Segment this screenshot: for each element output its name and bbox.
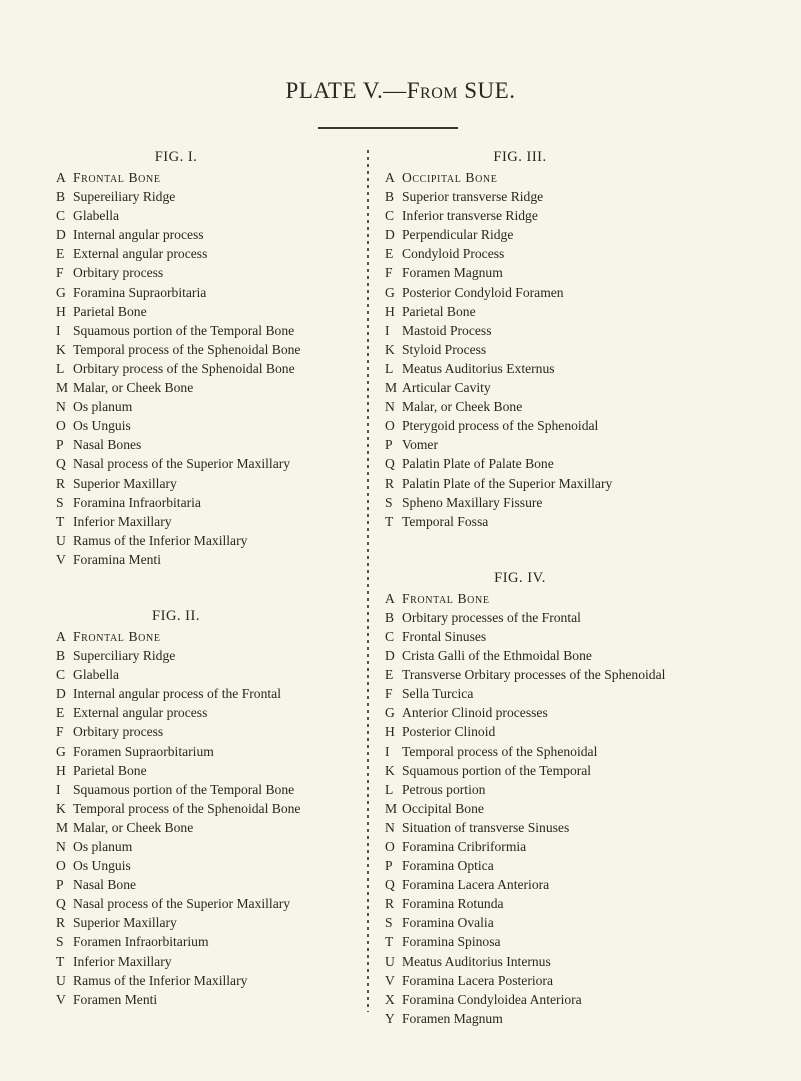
figure-heading: FIG. II. bbox=[152, 607, 200, 624]
legend-letter: R bbox=[385, 896, 395, 912]
legend-item bbox=[56, 818, 356, 837]
section-gap bbox=[56, 569, 356, 605]
legend-text: Temporal process of the Sphenoidal Bone bbox=[73, 800, 301, 816]
legend-text: Foramina Infraorbitaria bbox=[73, 494, 201, 510]
legend-text: Foramen Menti bbox=[73, 991, 158, 1007]
legend-text: Foramina Rotunda bbox=[402, 896, 504, 912]
fig-1-section bbox=[56, 146, 356, 569]
legend-item bbox=[56, 225, 356, 244]
legend-text: Inferior Maxillary bbox=[73, 953, 172, 969]
legend-letter: Q bbox=[385, 877, 395, 893]
legend-letter: N bbox=[56, 839, 66, 854]
legend-item bbox=[56, 684, 356, 703]
legend-text: Superior Maxillary bbox=[73, 475, 177, 491]
plate-title-dash: — bbox=[383, 78, 407, 103]
legend-text: Crista Galli of the Ethmoidal Bone bbox=[402, 648, 592, 664]
legend-text: Orbitary process bbox=[73, 265, 164, 281]
legend-letter: E bbox=[56, 705, 65, 721]
legend-letter: Q bbox=[56, 896, 66, 912]
legend-item bbox=[385, 780, 795, 799]
legend-item bbox=[385, 263, 795, 282]
legend-letter: B bbox=[56, 189, 66, 205]
legend-text: Malar, or Cheek Bone bbox=[73, 380, 194, 396]
legend-letter: L bbox=[56, 360, 65, 376]
legend-letter: U bbox=[56, 972, 66, 988]
legend-item bbox=[56, 321, 356, 340]
legend-item bbox=[385, 703, 795, 722]
legend-item bbox=[385, 397, 795, 416]
legend-letter: P bbox=[56, 437, 64, 453]
right-column bbox=[385, 146, 795, 1028]
legend-letter: Q bbox=[385, 456, 395, 472]
legend-letter: G bbox=[385, 705, 395, 721]
legend-item bbox=[385, 932, 795, 951]
legend-letter: H bbox=[385, 303, 395, 319]
legend-item bbox=[385, 454, 795, 473]
legend-item bbox=[56, 856, 356, 875]
legend-item bbox=[385, 206, 795, 225]
legend-text: Temporal Fossa bbox=[402, 513, 489, 529]
legend-item bbox=[56, 416, 356, 435]
legend-item bbox=[56, 799, 356, 818]
legend-text: Orbitary process bbox=[73, 724, 164, 740]
legend-item bbox=[385, 416, 795, 435]
legend-item bbox=[385, 378, 795, 397]
legend-item bbox=[56, 932, 356, 951]
legend-text: Mastoid Process bbox=[402, 322, 492, 338]
legend-letter: C bbox=[385, 208, 395, 224]
legend-item bbox=[385, 913, 795, 932]
legend-text: Situation of transverse Sinuses bbox=[402, 819, 570, 835]
legend-letter: I bbox=[56, 322, 61, 338]
legend-letter: K bbox=[56, 800, 66, 816]
fig-4-section bbox=[385, 567, 795, 1028]
legend-text: Parietal Bone bbox=[73, 762, 147, 778]
plate-title-prefix: PLATE V. bbox=[285, 78, 384, 103]
legend-letter: P bbox=[385, 437, 393, 453]
legend-letter: E bbox=[56, 246, 65, 262]
legend-letter: A bbox=[385, 590, 395, 606]
legend-item bbox=[56, 913, 356, 932]
legend-text: Foramen Infraorbitarium bbox=[73, 934, 209, 950]
legend-item bbox=[385, 856, 795, 875]
legend-letter: H bbox=[56, 303, 66, 319]
legend-text: Sella Turcica bbox=[402, 686, 474, 702]
legend-text: Foramen Magnum bbox=[402, 1010, 503, 1026]
legend-text: External angular process bbox=[73, 246, 208, 262]
legend-text: Squamous portion of the Temporal Bone bbox=[73, 781, 295, 797]
plate-title bbox=[0, 78, 801, 104]
legend-text: Ramus of the Inferior Maxillary bbox=[73, 532, 248, 548]
legend-letter: T bbox=[385, 513, 394, 529]
legend-letter: K bbox=[385, 762, 395, 778]
section-gap bbox=[385, 531, 795, 567]
legend-letter: U bbox=[56, 532, 66, 548]
legend-text: Malar, or Cheek Bone bbox=[402, 399, 523, 415]
legend-letter: O bbox=[385, 418, 395, 434]
legend-item bbox=[385, 818, 795, 837]
legend-item bbox=[385, 894, 795, 913]
legend-item bbox=[56, 397, 356, 416]
legend-item bbox=[385, 761, 795, 780]
plate-title-name: SUE. bbox=[464, 78, 516, 103]
legend-text: Posterior Condyloid Foramen bbox=[402, 284, 564, 300]
figure-heading: FIG. IV. bbox=[494, 569, 546, 586]
legend-letter: M bbox=[385, 800, 398, 816]
legend-letter: E bbox=[385, 667, 394, 683]
legend-item bbox=[56, 474, 356, 493]
legend-text: Orbitary processes of the Frontal bbox=[402, 609, 581, 625]
plate-title-from: From bbox=[406, 78, 459, 103]
legend-letter: T bbox=[56, 953, 65, 969]
legend-letter: A bbox=[385, 170, 395, 185]
legend-letter: C bbox=[56, 667, 66, 683]
legend-text: Malar, or Cheek Bone bbox=[73, 819, 194, 835]
legend-letter: B bbox=[385, 189, 395, 205]
legend-text: Nasal Bones bbox=[73, 437, 142, 453]
legend-item bbox=[56, 206, 356, 225]
legend-item bbox=[385, 225, 795, 244]
legend-item bbox=[56, 435, 356, 454]
legend-text: Nasal process of the Superior Maxillary bbox=[73, 456, 291, 472]
legend-item bbox=[385, 493, 795, 512]
legend-text: Spheno Maxillary Fissure bbox=[402, 494, 543, 510]
legend-text: Os planum bbox=[73, 399, 133, 415]
legend-letter: A bbox=[56, 170, 66, 185]
legend-text: Foramina Supraorbitaria bbox=[73, 284, 207, 300]
legend-letter: P bbox=[385, 858, 393, 874]
legend-item bbox=[56, 971, 356, 990]
legend-item bbox=[385, 646, 795, 665]
legend-text: Vomer bbox=[402, 437, 438, 453]
legend-text: Foramina Cribriformia bbox=[402, 839, 527, 854]
legend-letter: D bbox=[56, 227, 66, 243]
legend-text: Transverse Orbitary processes of the Sphenoidal bbox=[402, 667, 666, 683]
legend-item bbox=[56, 646, 356, 665]
legend-text: Os Unguis bbox=[73, 418, 131, 434]
legend-text: Petrous portion bbox=[402, 781, 486, 797]
legend-letter: D bbox=[385, 227, 395, 243]
legend-letter: Y bbox=[385, 1010, 395, 1026]
legend-item bbox=[56, 302, 356, 321]
legend-letter: M bbox=[56, 380, 69, 396]
legend-text: Nasal Bone bbox=[73, 877, 137, 893]
legend-item bbox=[56, 263, 356, 282]
legend-letter: K bbox=[385, 341, 395, 357]
legend-item bbox=[56, 742, 356, 761]
legend-letter: A bbox=[56, 628, 66, 644]
legend-item bbox=[56, 627, 356, 646]
legend-item bbox=[56, 168, 356, 187]
legend-letter: H bbox=[56, 762, 66, 778]
legend-item bbox=[385, 608, 795, 627]
legend-text: Supereiliary Ridge bbox=[73, 189, 176, 205]
legend-item bbox=[56, 244, 356, 263]
legend-letter: N bbox=[385, 399, 395, 415]
legend-text: Styloid Process bbox=[402, 341, 487, 357]
legend-item bbox=[385, 589, 795, 608]
legend-item bbox=[385, 187, 795, 206]
legend-text: Meatus Auditorius Internus bbox=[402, 953, 551, 969]
legend-item bbox=[56, 512, 356, 531]
legend-letter: Q bbox=[56, 456, 66, 472]
legend-item bbox=[385, 359, 795, 378]
figure-heading: FIG. III. bbox=[493, 149, 547, 165]
legend-text: Superior transverse Ridge bbox=[402, 189, 544, 205]
legend-text: Inferior transverse Ridge bbox=[402, 208, 538, 224]
legend-item bbox=[385, 837, 795, 856]
legend-item bbox=[385, 722, 795, 741]
legend-text: Frontal Bone bbox=[73, 170, 161, 185]
legend-letter: S bbox=[385, 915, 393, 931]
legend-item bbox=[56, 952, 356, 971]
column-divider bbox=[367, 150, 369, 1012]
legend-letter: F bbox=[385, 265, 393, 281]
figure-heading: FIG. I. bbox=[154, 149, 198, 165]
legend-letter: I bbox=[56, 781, 61, 797]
legend-text: Temporal process of the Sphenoidal bbox=[402, 743, 598, 759]
legend-letter: R bbox=[56, 915, 66, 931]
legend-text: Os planum bbox=[73, 839, 133, 854]
legend-letter: B bbox=[385, 609, 395, 625]
legend-item bbox=[385, 474, 795, 493]
legend-item bbox=[56, 990, 356, 1009]
legend-item bbox=[56, 780, 356, 799]
legend-item bbox=[56, 493, 356, 512]
legend-item bbox=[56, 359, 356, 378]
legend-item bbox=[385, 665, 795, 684]
legend-text: Foramina Condyloidea Anteriora bbox=[402, 991, 582, 1007]
legend-letter: D bbox=[56, 686, 66, 702]
legend-text: Orbitary process of the Sphenoidal Bone bbox=[73, 360, 295, 376]
legend-item bbox=[385, 627, 795, 646]
legend-item bbox=[385, 512, 795, 531]
legend-item bbox=[385, 990, 795, 1009]
legend-letter: C bbox=[56, 208, 66, 224]
legend-letter: S bbox=[56, 494, 64, 510]
legend-text: Frontal Bone bbox=[402, 590, 490, 606]
legend-text: Meatus Auditorius Externus bbox=[402, 360, 555, 376]
legend-text: Occipital Bone bbox=[402, 800, 484, 816]
legend-text: Parietal Bone bbox=[402, 303, 476, 319]
legend-letter: U bbox=[385, 953, 395, 969]
legend-letter: V bbox=[56, 551, 66, 567]
legend-letter: H bbox=[385, 724, 395, 740]
legend-text: Glabella bbox=[73, 208, 120, 224]
legend-text: Squamous portion of the Temporal Bone bbox=[73, 322, 295, 338]
legend-letter: M bbox=[385, 380, 398, 396]
left-column bbox=[56, 146, 356, 1009]
legend-letter: K bbox=[56, 341, 66, 357]
legend-letter: O bbox=[56, 858, 66, 874]
legend-letter: S bbox=[56, 934, 64, 950]
legend-text: Superciliary Ridge bbox=[73, 648, 176, 664]
legend-item bbox=[385, 742, 795, 761]
legend-text: Os Unguis bbox=[73, 858, 131, 874]
legend-item bbox=[385, 168, 795, 187]
legend-item bbox=[56, 703, 356, 722]
legend-letter: V bbox=[56, 991, 66, 1007]
legend-text: Foramen Supraorbitarium bbox=[73, 743, 214, 759]
legend-letter: G bbox=[385, 284, 395, 300]
legend-text: Palatin Plate of the Superior Maxillary bbox=[402, 475, 613, 491]
legend-text: Foramina Lacera Posteriora bbox=[402, 972, 553, 988]
legend-item bbox=[385, 244, 795, 263]
legend-item bbox=[56, 187, 356, 206]
legend-letter: G bbox=[56, 743, 66, 759]
legend-item bbox=[56, 550, 356, 569]
legend-text: Foramina Optica bbox=[402, 858, 494, 874]
legend-text: Foramen Magnum bbox=[402, 265, 503, 281]
legend-text: Foramina Spinosa bbox=[402, 934, 501, 950]
legend-item bbox=[385, 435, 795, 454]
legend-text: Foramina Menti bbox=[73, 551, 161, 567]
legend-item bbox=[385, 340, 795, 359]
legend-item bbox=[56, 454, 356, 473]
legend-text: Inferior Maxillary bbox=[73, 513, 172, 529]
legend-text: Occipital Bone bbox=[402, 170, 498, 185]
legend-letter: R bbox=[56, 475, 66, 491]
legend-letter: L bbox=[385, 360, 394, 376]
legend-item bbox=[56, 894, 356, 913]
title-rule bbox=[318, 127, 458, 129]
legend-item bbox=[56, 875, 356, 894]
legend-letter: T bbox=[56, 513, 65, 529]
legend-item bbox=[385, 971, 795, 990]
legend-letter: G bbox=[56, 284, 66, 300]
legend-text: Pterygoid process of the Sphenoidal bbox=[402, 418, 599, 434]
legend-item bbox=[56, 761, 356, 780]
legend-text: Anterior Clinoid processes bbox=[402, 705, 548, 721]
legend-letter: V bbox=[385, 972, 395, 988]
legend-letter: O bbox=[385, 839, 395, 854]
legend-item bbox=[56, 722, 356, 741]
legend-item bbox=[385, 1009, 795, 1028]
legend-item bbox=[385, 283, 795, 302]
legend-letter: F bbox=[56, 724, 64, 740]
fig-2-section bbox=[56, 605, 356, 1009]
legend-letter: F bbox=[56, 265, 64, 281]
legend-text: Parietal Bone bbox=[73, 303, 147, 319]
legend-text: Frontal Sinuses bbox=[402, 628, 487, 644]
legend-text: External angular process bbox=[73, 705, 208, 721]
legend-letter: C bbox=[385, 628, 395, 644]
legend-text: Condyloid Process bbox=[402, 246, 505, 262]
legend-letter: N bbox=[56, 399, 66, 415]
legend-letter: S bbox=[385, 494, 393, 510]
legend-letter: F bbox=[385, 686, 393, 702]
legend-text: Superior Maxillary bbox=[73, 915, 177, 931]
legend-letter: O bbox=[56, 418, 66, 434]
legend-letter: M bbox=[56, 819, 69, 835]
legend-letter: T bbox=[385, 934, 394, 950]
legend-letter: E bbox=[385, 246, 394, 262]
legend-text: Foramina Lacera Anteriora bbox=[402, 877, 550, 893]
legend-text: Nasal process of the Superior Maxillary bbox=[73, 896, 291, 912]
legend-letter: L bbox=[385, 781, 394, 797]
legend-item bbox=[385, 799, 795, 818]
legend-text: Internal angular process of the Frontal bbox=[73, 686, 281, 702]
legend-item bbox=[56, 837, 356, 856]
legend-item bbox=[56, 283, 356, 302]
legend-letter: X bbox=[385, 991, 395, 1007]
legend-item bbox=[385, 321, 795, 340]
legend-letter: I bbox=[385, 322, 390, 338]
legend-item bbox=[56, 340, 356, 359]
legend-text: Squamous portion of the Temporal bbox=[402, 762, 592, 778]
legend-letter: I bbox=[385, 743, 390, 759]
legend-letter: N bbox=[385, 819, 395, 835]
legend-text: Temporal process of the Sphenoidal Bone bbox=[73, 341, 301, 357]
legend-letter: D bbox=[385, 648, 395, 664]
legend-text: Palatin Plate of Palate Bone bbox=[402, 456, 554, 472]
legend-item bbox=[385, 684, 795, 703]
legend-item bbox=[385, 302, 795, 321]
legend-text: Foramina Ovalia bbox=[402, 915, 494, 931]
legend-text: Frontal Bone bbox=[73, 628, 161, 644]
legend-text: Perpendicular Ridge bbox=[402, 227, 514, 243]
legend-letter: P bbox=[56, 877, 64, 893]
legend-item bbox=[56, 531, 356, 550]
legend-text: Posterior Clinoid bbox=[402, 724, 496, 740]
legend-text: Glabella bbox=[73, 667, 120, 683]
legend-item bbox=[56, 665, 356, 684]
legend-item bbox=[385, 875, 795, 894]
legend-letter: B bbox=[56, 648, 66, 664]
legend-text: Articular Cavity bbox=[402, 380, 491, 396]
legend-item bbox=[56, 378, 356, 397]
legend-letter: R bbox=[385, 475, 395, 491]
fig-3-section bbox=[385, 146, 795, 531]
legend-item bbox=[385, 952, 795, 971]
legend-text: Internal angular process bbox=[73, 227, 204, 243]
legend-text: Ramus of the Inferior Maxillary bbox=[73, 972, 248, 988]
